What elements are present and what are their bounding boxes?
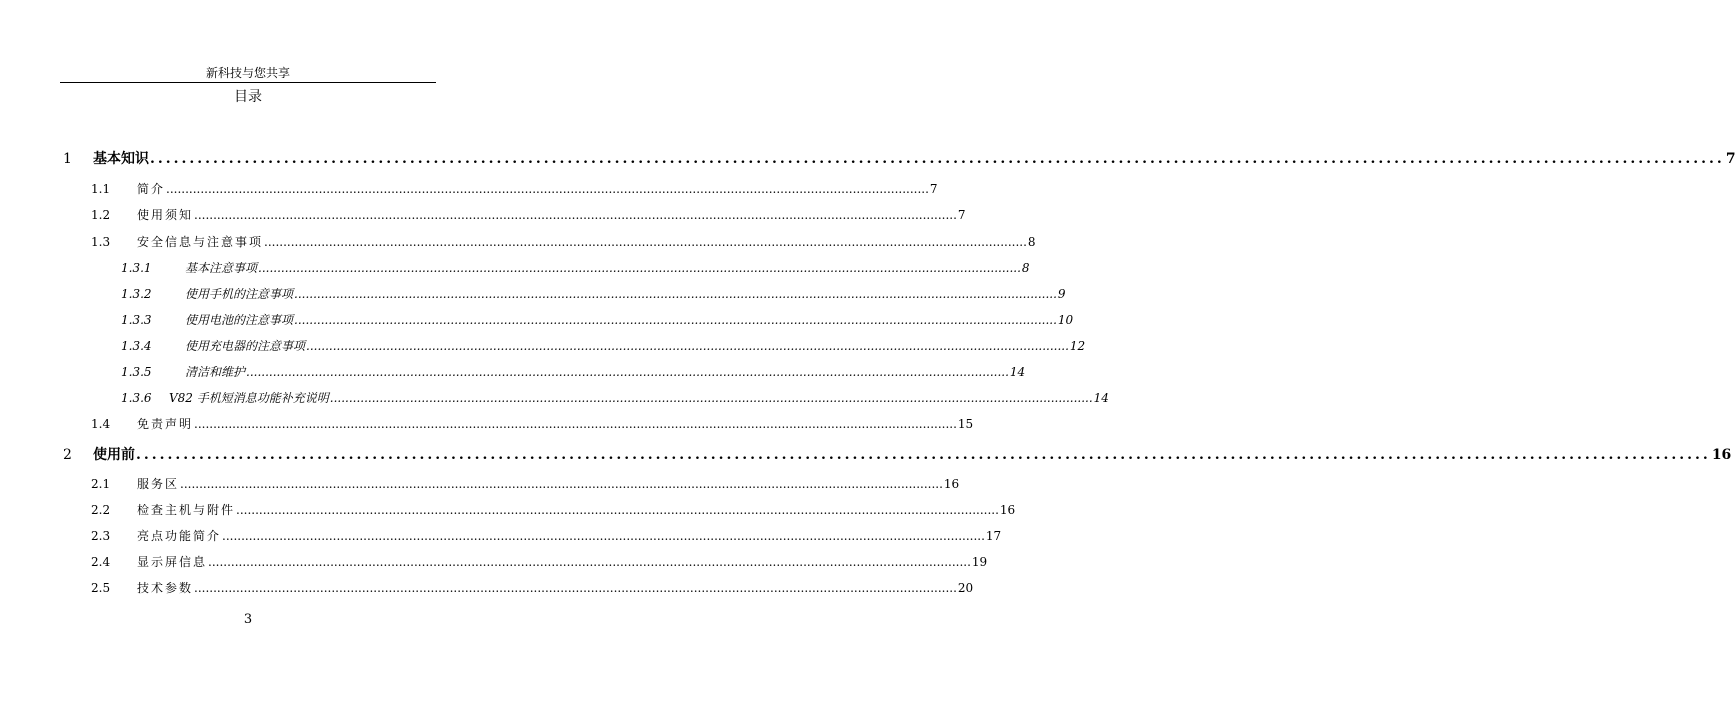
toc-entry-page: 14	[1009, 365, 1026, 379]
dot-leader: ........................................................................................................................................................................................................	[194, 581, 957, 595]
toc-entry-number: 1.3.4	[121, 339, 152, 353]
toc-entry-number: 2.3	[91, 529, 111, 543]
toc-entry-number: 1.1	[91, 182, 111, 196]
toc-entry-label: V82 手机短消息功能补充说明	[169, 391, 329, 405]
dot-leader: ........................................................................................................................................................................................................	[194, 417, 957, 431]
toc-entry-label: 服务区	[137, 477, 180, 491]
toc-entry-page: 7	[1725, 151, 1736, 167]
dot-leader: ........................................................................................................................................................................................................	[166, 182, 929, 196]
toc-entry[interactable]	[91, 475, 960, 492]
toc-entry-number: 1.4	[91, 417, 111, 431]
toc-entry[interactable]	[91, 180, 938, 197]
toc-entry-number: 2.1	[91, 477, 111, 491]
dot-leader: ........................................................................................................................................................................................................	[258, 261, 1021, 275]
toc-entry-page: 16	[1711, 447, 1732, 463]
dot-leader: ........................................................................................................................................................................................................	[194, 208, 957, 222]
toc-entry-page: 8	[1027, 235, 1036, 249]
toc-entry-page: 20	[957, 581, 974, 595]
dot-leader: ........................................................................................................................................................................................................	[208, 555, 971, 569]
toc-entry-label: 使用电池的注意事项	[185, 313, 294, 327]
toc-entry[interactable]	[121, 285, 1066, 302]
toc-entry[interactable]	[91, 579, 974, 596]
toc-entry[interactable]	[121, 363, 1026, 380]
toc-entry-number: 1.3	[91, 235, 111, 249]
toc-entry-label: 显示屏信息	[137, 555, 208, 569]
dot-leader: ........................................................................................................................................................................................................	[180, 477, 943, 491]
toc-entry-page: 17	[985, 529, 1002, 543]
toc-entry[interactable]	[91, 527, 1002, 544]
toc-entry-number: 1.3.3	[121, 313, 152, 327]
toc-entry-label: 基本注意事项	[185, 261, 258, 275]
dot-leader: ........................................................................................................................................................................................................	[222, 529, 985, 543]
toc-entry-page: 8	[1021, 261, 1030, 275]
toc-entry[interactable]	[121, 259, 1030, 276]
toc-entry-label: 检查主机与附件	[137, 503, 236, 517]
dot-leader: ........................................................................................................................................................................................................	[246, 365, 1009, 379]
dot-leader: ........................................................................................................................................................................................................	[294, 287, 1057, 301]
toc-entry-page: 10	[1057, 313, 1074, 327]
toc-entry-page: 16	[999, 503, 1016, 517]
dot-leader: ........................................................................................................................................................................................................	[264, 235, 1027, 249]
toc-entry-label: 免责声明	[137, 417, 194, 431]
toc-entry-label: 使用前	[93, 447, 135, 463]
toc-entry-label: 安全信息与注意事项	[137, 235, 264, 249]
toc-entry-number: 1.2	[91, 208, 111, 222]
toc-entry[interactable]	[91, 501, 1016, 518]
toc-entry-label: 简介	[137, 182, 166, 196]
toc-entry[interactable]	[63, 444, 1732, 464]
dot-leader: ........................................................................................................................................................................................................	[150, 151, 1725, 167]
page-title: 目录	[234, 89, 262, 105]
dot-leader: ........................................................................................................................................................................................................	[306, 339, 1069, 353]
toc-entry-page: 12	[1069, 339, 1086, 353]
toc-entry-page: 9	[1057, 287, 1066, 301]
toc-entry[interactable]	[91, 206, 966, 223]
toc-entry[interactable]	[91, 233, 1036, 250]
toc-entry[interactable]	[121, 389, 1109, 406]
toc-entry-label: 使用手机的注意事项	[185, 287, 294, 301]
toc-entry-number: 1.3.1	[121, 261, 152, 275]
toc-entry[interactable]	[121, 311, 1074, 328]
dot-leader: ........................................................................................................................................................................................................	[294, 313, 1057, 327]
toc-entry-label: 清洁和维护	[185, 365, 246, 379]
toc-entry-number: 2.5	[91, 581, 111, 595]
page-number: 3	[243, 612, 253, 627]
toc-entry-label: 亮点功能简介	[137, 529, 222, 543]
toc-entry-page: 7	[957, 208, 966, 222]
dot-leader: ........................................................................................................................................................................................................	[136, 447, 1711, 463]
dot-leader: ........................................................................................................................................................................................................	[329, 391, 1093, 405]
toc-entry-number: 2.4	[91, 555, 111, 569]
dot-leader: ........................................................................................................................................................................................................	[236, 503, 999, 517]
running-header: 新科技与您共享	[205, 66, 290, 80]
toc-entry-label: 使用须知	[137, 208, 194, 222]
toc-entry-number: 1.3.6	[121, 391, 152, 405]
toc-entry-page: 19	[971, 555, 988, 569]
toc-entry-number: 1	[63, 151, 72, 167]
toc-entry-page: 15	[957, 417, 974, 431]
toc-entry-number: 1.3.2	[121, 287, 152, 301]
toc-entry[interactable]	[121, 337, 1086, 354]
toc-entry-page: 14	[1093, 391, 1109, 405]
toc-entry-number: 2.2	[91, 503, 111, 517]
toc-entry-number: 1.3.5	[121, 365, 152, 379]
toc-entry-page: 7	[929, 182, 938, 196]
toc-entry-number: 2	[63, 447, 72, 463]
toc-entry-label: 基本知识	[93, 151, 149, 167]
toc-entry-label: 技术参数	[137, 581, 194, 595]
header-divider	[60, 82, 436, 83]
toc-entry[interactable]	[91, 415, 974, 432]
toc-entry[interactable]	[63, 148, 1736, 168]
toc-entry-label: 使用充电器的注意事项	[185, 339, 306, 353]
toc-entry[interactable]	[91, 553, 988, 570]
toc-entry-page: 16	[943, 477, 960, 491]
